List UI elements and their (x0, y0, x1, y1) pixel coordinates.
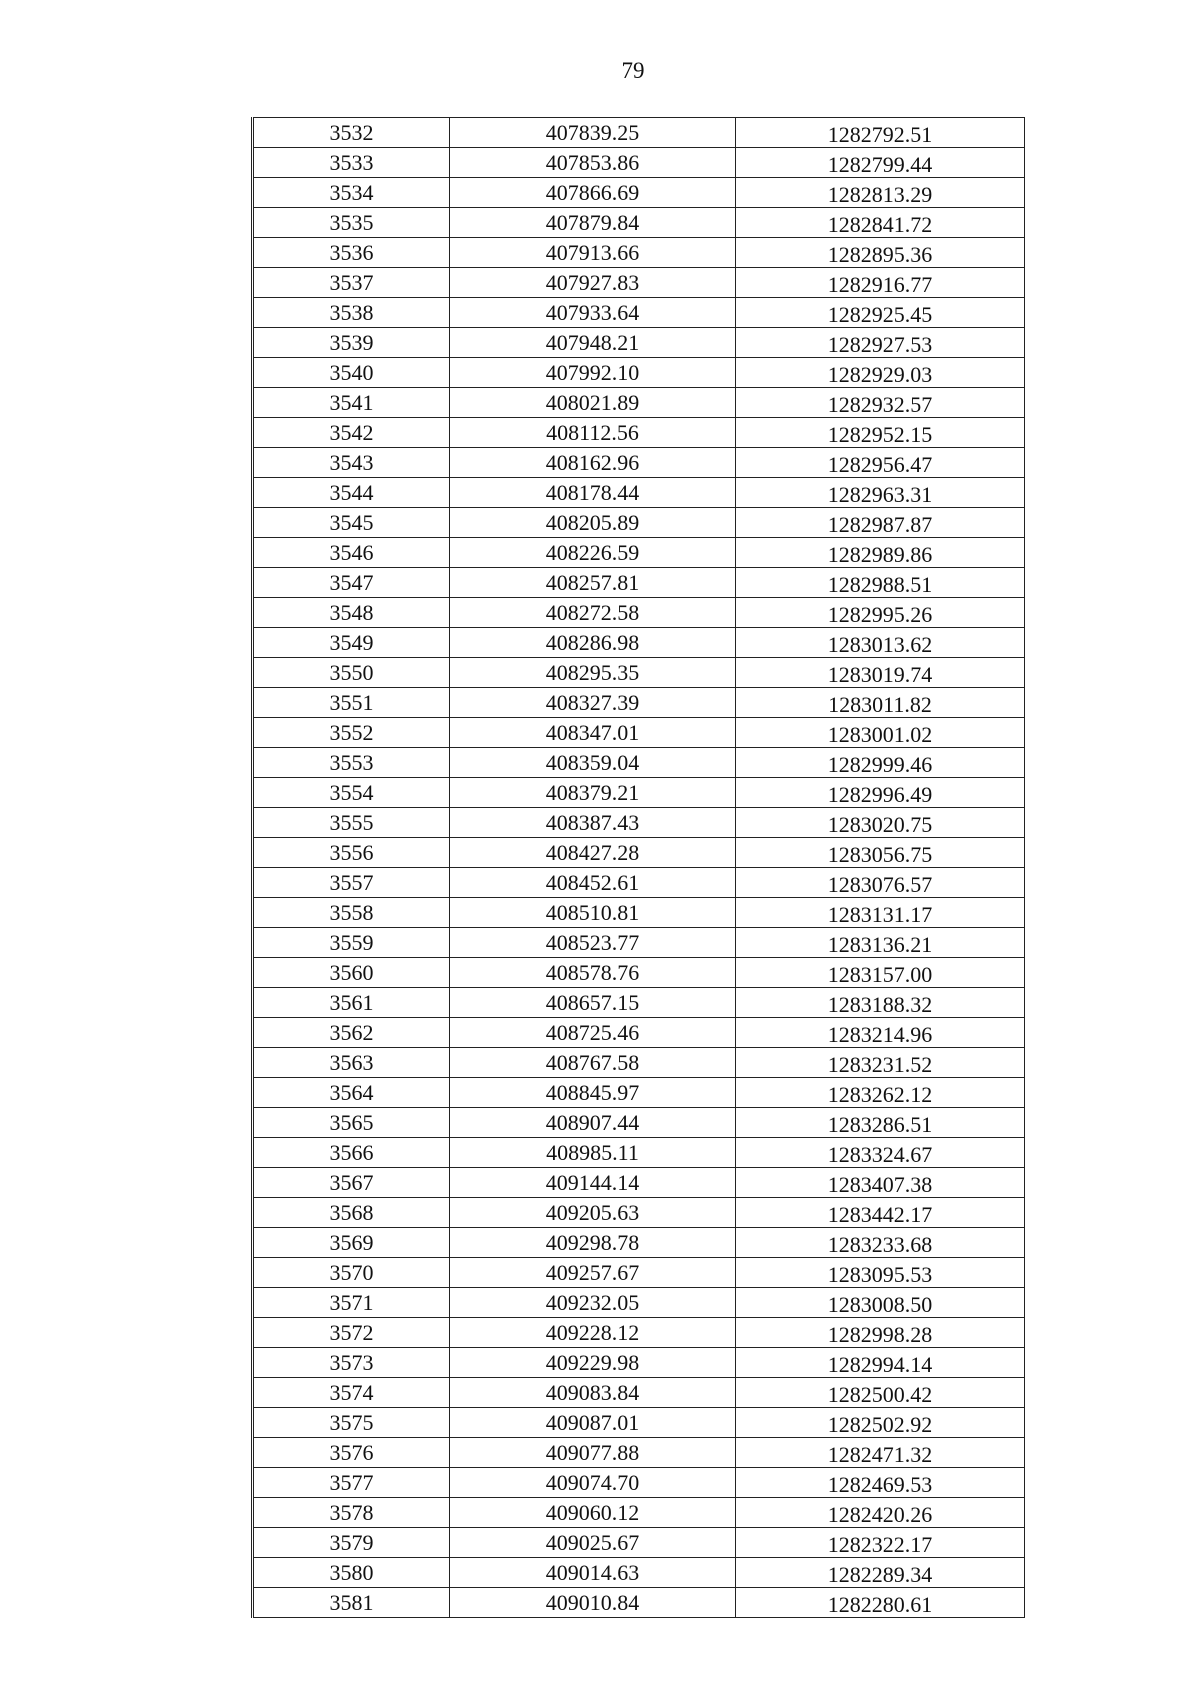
point-number-cell: 3550 (253, 658, 450, 688)
point-number-cell: 3566 (253, 1138, 450, 1168)
point-number-cell: 3552 (253, 718, 450, 748)
y-coordinate-cell: 1283013.62 (736, 628, 1025, 658)
point-number-cell: 3541 (253, 388, 450, 418)
point-number-cell: 3546 (253, 538, 450, 568)
table-row (253, 688, 1025, 718)
point-number-cell: 3559 (253, 928, 450, 958)
point-number-cell: 3558 (253, 898, 450, 928)
table-row (253, 1198, 1025, 1228)
table-row (253, 388, 1025, 418)
table-row (253, 958, 1025, 988)
point-number-cell: 3556 (253, 838, 450, 868)
point-number-cell: 3535 (253, 208, 450, 238)
point-number-cell: 3555 (253, 808, 450, 838)
x-coordinate-cell: 409025.67 (450, 1528, 736, 1558)
table-row (253, 1558, 1025, 1588)
table-row (253, 628, 1025, 658)
x-coordinate-cell: 408845.97 (450, 1078, 736, 1108)
point-number-cell: 3557 (253, 868, 450, 898)
table-row (253, 1378, 1025, 1408)
x-coordinate-cell: 409229.98 (450, 1348, 736, 1378)
point-number-cell: 3548 (253, 598, 450, 628)
x-coordinate-cell: 408162.96 (450, 448, 736, 478)
point-number-cell: 3576 (253, 1438, 450, 1468)
point-number-cell: 3544 (253, 478, 450, 508)
y-coordinate-cell: 1283233.68 (736, 1228, 1025, 1258)
x-coordinate-cell: 408578.76 (450, 958, 736, 988)
x-coordinate-cell: 408286.98 (450, 628, 736, 658)
y-coordinate-cell: 1282994.14 (736, 1348, 1025, 1378)
point-number-cell: 3537 (253, 268, 450, 298)
point-number-cell: 3574 (253, 1378, 450, 1408)
x-coordinate-cell: 407853.86 (450, 148, 736, 178)
y-coordinate-cell: 1282895.36 (736, 238, 1025, 268)
x-coordinate-cell: 408205.89 (450, 508, 736, 538)
point-number-cell: 3560 (253, 958, 450, 988)
y-coordinate-cell: 1283056.75 (736, 838, 1025, 868)
y-coordinate-cell: 1283008.50 (736, 1288, 1025, 1318)
point-number-cell: 3568 (253, 1198, 450, 1228)
table-row (253, 448, 1025, 478)
y-coordinate-cell: 1282469.53 (736, 1468, 1025, 1498)
table-row (253, 748, 1025, 778)
point-number-cell: 3543 (253, 448, 450, 478)
x-coordinate-cell: 409228.12 (450, 1318, 736, 1348)
y-coordinate-cell: 1282929.03 (736, 358, 1025, 388)
x-coordinate-cell: 407866.69 (450, 178, 736, 208)
table-row (253, 1018, 1025, 1048)
x-coordinate-cell: 408347.01 (450, 718, 736, 748)
x-coordinate-cell: 408387.43 (450, 808, 736, 838)
x-coordinate-cell: 407913.66 (450, 238, 736, 268)
y-coordinate-cell: 1282925.45 (736, 298, 1025, 328)
point-number-cell: 3538 (253, 298, 450, 328)
y-coordinate-cell: 1283214.96 (736, 1018, 1025, 1048)
point-number-cell: 3563 (253, 1048, 450, 1078)
table-row (253, 568, 1025, 598)
x-coordinate-cell: 409077.88 (450, 1438, 736, 1468)
x-coordinate-cell: 408523.77 (450, 928, 736, 958)
table-row (253, 838, 1025, 868)
point-number-cell: 3540 (253, 358, 450, 388)
y-coordinate-cell: 1282841.72 (736, 208, 1025, 238)
y-coordinate-cell: 1282989.86 (736, 538, 1025, 568)
x-coordinate-cell: 409087.01 (450, 1408, 736, 1438)
table-row (253, 118, 1025, 148)
y-coordinate-cell: 1282792.51 (736, 118, 1025, 148)
y-coordinate-cell: 1282280.61 (736, 1588, 1025, 1618)
table-row (253, 868, 1025, 898)
point-number-cell: 3569 (253, 1228, 450, 1258)
y-coordinate-cell: 1283011.82 (736, 688, 1025, 718)
x-coordinate-cell: 409074.70 (450, 1468, 736, 1498)
table-row (253, 1258, 1025, 1288)
y-coordinate-cell: 1283262.12 (736, 1078, 1025, 1108)
y-coordinate-cell: 1283136.21 (736, 928, 1025, 958)
point-number-cell: 3564 (253, 1078, 450, 1108)
x-coordinate-cell: 408907.44 (450, 1108, 736, 1138)
point-number-cell: 3570 (253, 1258, 450, 1288)
y-coordinate-cell: 1282927.53 (736, 328, 1025, 358)
point-number-cell: 3533 (253, 148, 450, 178)
point-number-cell: 3578 (253, 1498, 450, 1528)
table-row (253, 1348, 1025, 1378)
table-row (253, 1228, 1025, 1258)
y-coordinate-cell: 1282471.32 (736, 1438, 1025, 1468)
y-coordinate-cell: 1282956.47 (736, 448, 1025, 478)
table-row (253, 178, 1025, 208)
x-coordinate-cell: 407879.84 (450, 208, 736, 238)
table-row (253, 1318, 1025, 1348)
page-number: 79 (621, 58, 645, 83)
y-coordinate-cell: 1282932.57 (736, 388, 1025, 418)
y-coordinate-cell: 1283157.00 (736, 958, 1025, 988)
y-coordinate-cell: 1282813.29 (736, 178, 1025, 208)
point-number-cell: 3551 (253, 688, 450, 718)
table-row (253, 358, 1025, 388)
y-coordinate-cell: 1283131.17 (736, 898, 1025, 928)
x-coordinate-cell: 409232.05 (450, 1288, 736, 1318)
table-row (253, 1438, 1025, 1468)
coordinates-table-body (253, 118, 1025, 1618)
y-coordinate-cell: 1282963.31 (736, 478, 1025, 508)
y-coordinate-cell: 1283076.57 (736, 868, 1025, 898)
table-row (253, 328, 1025, 358)
table-row (253, 1408, 1025, 1438)
x-coordinate-cell: 408510.81 (450, 898, 736, 928)
x-coordinate-cell: 407948.21 (450, 328, 736, 358)
x-coordinate-cell: 408257.81 (450, 568, 736, 598)
y-coordinate-cell: 1282952.15 (736, 418, 1025, 448)
y-coordinate-cell: 1283001.02 (736, 718, 1025, 748)
point-number-cell: 3553 (253, 748, 450, 778)
point-number-cell: 3567 (253, 1168, 450, 1198)
x-coordinate-cell: 407839.25 (450, 118, 736, 148)
point-number-cell: 3571 (253, 1288, 450, 1318)
y-coordinate-cell: 1282996.49 (736, 778, 1025, 808)
point-number-cell: 3577 (253, 1468, 450, 1498)
table-row (253, 718, 1025, 748)
y-coordinate-cell: 1283324.67 (736, 1138, 1025, 1168)
point-number-cell: 3547 (253, 568, 450, 598)
point-number-cell: 3539 (253, 328, 450, 358)
y-coordinate-cell: 1283019.74 (736, 658, 1025, 688)
x-coordinate-cell: 409014.63 (450, 1558, 736, 1588)
point-number-cell: 3542 (253, 418, 450, 448)
point-number-cell: 3565 (253, 1108, 450, 1138)
coordinates-table (251, 117, 1025, 1618)
point-number-cell: 3532 (253, 118, 450, 148)
y-coordinate-cell: 1282289.34 (736, 1558, 1025, 1588)
point-number-cell: 3534 (253, 178, 450, 208)
point-number-cell: 3554 (253, 778, 450, 808)
table-row (253, 928, 1025, 958)
table-row (253, 1108, 1025, 1138)
table-row (253, 418, 1025, 448)
x-coordinate-cell: 408725.46 (450, 1018, 736, 1048)
x-coordinate-cell: 408021.89 (450, 388, 736, 418)
point-number-cell: 3536 (253, 238, 450, 268)
x-coordinate-cell: 408427.28 (450, 838, 736, 868)
x-coordinate-cell: 408985.11 (450, 1138, 736, 1168)
table-row (253, 1588, 1025, 1618)
table-row (253, 538, 1025, 568)
x-coordinate-cell: 408657.15 (450, 988, 736, 1018)
x-coordinate-cell: 409257.67 (450, 1258, 736, 1288)
y-coordinate-cell: 1283442.17 (736, 1198, 1025, 1228)
table-row (253, 478, 1025, 508)
table-row (253, 298, 1025, 328)
x-coordinate-cell: 409060.12 (450, 1498, 736, 1528)
x-coordinate-cell: 408295.35 (450, 658, 736, 688)
table-row (253, 598, 1025, 628)
x-coordinate-cell: 408379.21 (450, 778, 736, 808)
x-coordinate-cell: 409010.84 (450, 1588, 736, 1618)
table-row (253, 988, 1025, 1018)
x-coordinate-cell: 408272.58 (450, 598, 736, 628)
y-coordinate-cell: 1283231.52 (736, 1048, 1025, 1078)
point-number-cell: 3545 (253, 508, 450, 538)
table-row (253, 1078, 1025, 1108)
x-coordinate-cell: 408112.56 (450, 418, 736, 448)
y-coordinate-cell: 1282999.46 (736, 748, 1025, 778)
y-coordinate-cell: 1283407.38 (736, 1168, 1025, 1198)
table-row (253, 1048, 1025, 1078)
x-coordinate-cell: 408226.59 (450, 538, 736, 568)
y-coordinate-cell: 1282988.51 (736, 568, 1025, 598)
table-row (253, 898, 1025, 928)
table-row (253, 658, 1025, 688)
y-coordinate-cell: 1282322.17 (736, 1528, 1025, 1558)
y-coordinate-cell: 1282998.28 (736, 1318, 1025, 1348)
point-number-cell: 3580 (253, 1558, 450, 1588)
y-coordinate-cell: 1282799.44 (736, 148, 1025, 178)
point-number-cell: 3549 (253, 628, 450, 658)
table-row (253, 1138, 1025, 1168)
point-number-cell: 3572 (253, 1318, 450, 1348)
x-coordinate-cell: 407933.64 (450, 298, 736, 328)
table-row (253, 1498, 1025, 1528)
table-row (253, 268, 1025, 298)
table-row (253, 508, 1025, 538)
point-number-cell: 3579 (253, 1528, 450, 1558)
point-number-cell: 3581 (253, 1588, 450, 1618)
x-coordinate-cell: 409205.63 (450, 1198, 736, 1228)
y-coordinate-cell: 1283020.75 (736, 808, 1025, 838)
table-row (253, 1288, 1025, 1318)
point-number-cell: 3562 (253, 1018, 450, 1048)
y-coordinate-cell: 1282916.77 (736, 268, 1025, 298)
x-coordinate-cell: 409144.14 (450, 1168, 736, 1198)
y-coordinate-cell: 1282987.87 (736, 508, 1025, 538)
table-row (253, 778, 1025, 808)
table-row (253, 1468, 1025, 1498)
table-row (253, 148, 1025, 178)
point-number-cell: 3561 (253, 988, 450, 1018)
table-row (253, 1528, 1025, 1558)
table-row (253, 208, 1025, 238)
x-coordinate-cell: 408767.58 (450, 1048, 736, 1078)
y-coordinate-cell: 1282420.26 (736, 1498, 1025, 1528)
y-coordinate-cell: 1283095.53 (736, 1258, 1025, 1288)
y-coordinate-cell: 1282995.26 (736, 598, 1025, 628)
x-coordinate-cell: 408178.44 (450, 478, 736, 508)
point-number-cell: 3575 (253, 1408, 450, 1438)
x-coordinate-cell: 408359.04 (450, 748, 736, 778)
x-coordinate-cell: 407992.10 (450, 358, 736, 388)
y-coordinate-cell: 1283188.32 (736, 988, 1025, 1018)
y-coordinate-cell: 1282502.92 (736, 1408, 1025, 1438)
table-row (253, 238, 1025, 268)
x-coordinate-cell: 408327.39 (450, 688, 736, 718)
table-row (253, 808, 1025, 838)
x-coordinate-cell: 409298.78 (450, 1228, 736, 1258)
x-coordinate-cell: 409083.84 (450, 1378, 736, 1408)
y-coordinate-cell: 1283286.51 (736, 1108, 1025, 1138)
point-number-cell: 3573 (253, 1348, 450, 1378)
table-row (253, 1168, 1025, 1198)
x-coordinate-cell: 407927.83 (450, 268, 736, 298)
y-coordinate-cell: 1282500.42 (736, 1378, 1025, 1408)
x-coordinate-cell: 408452.61 (450, 868, 736, 898)
